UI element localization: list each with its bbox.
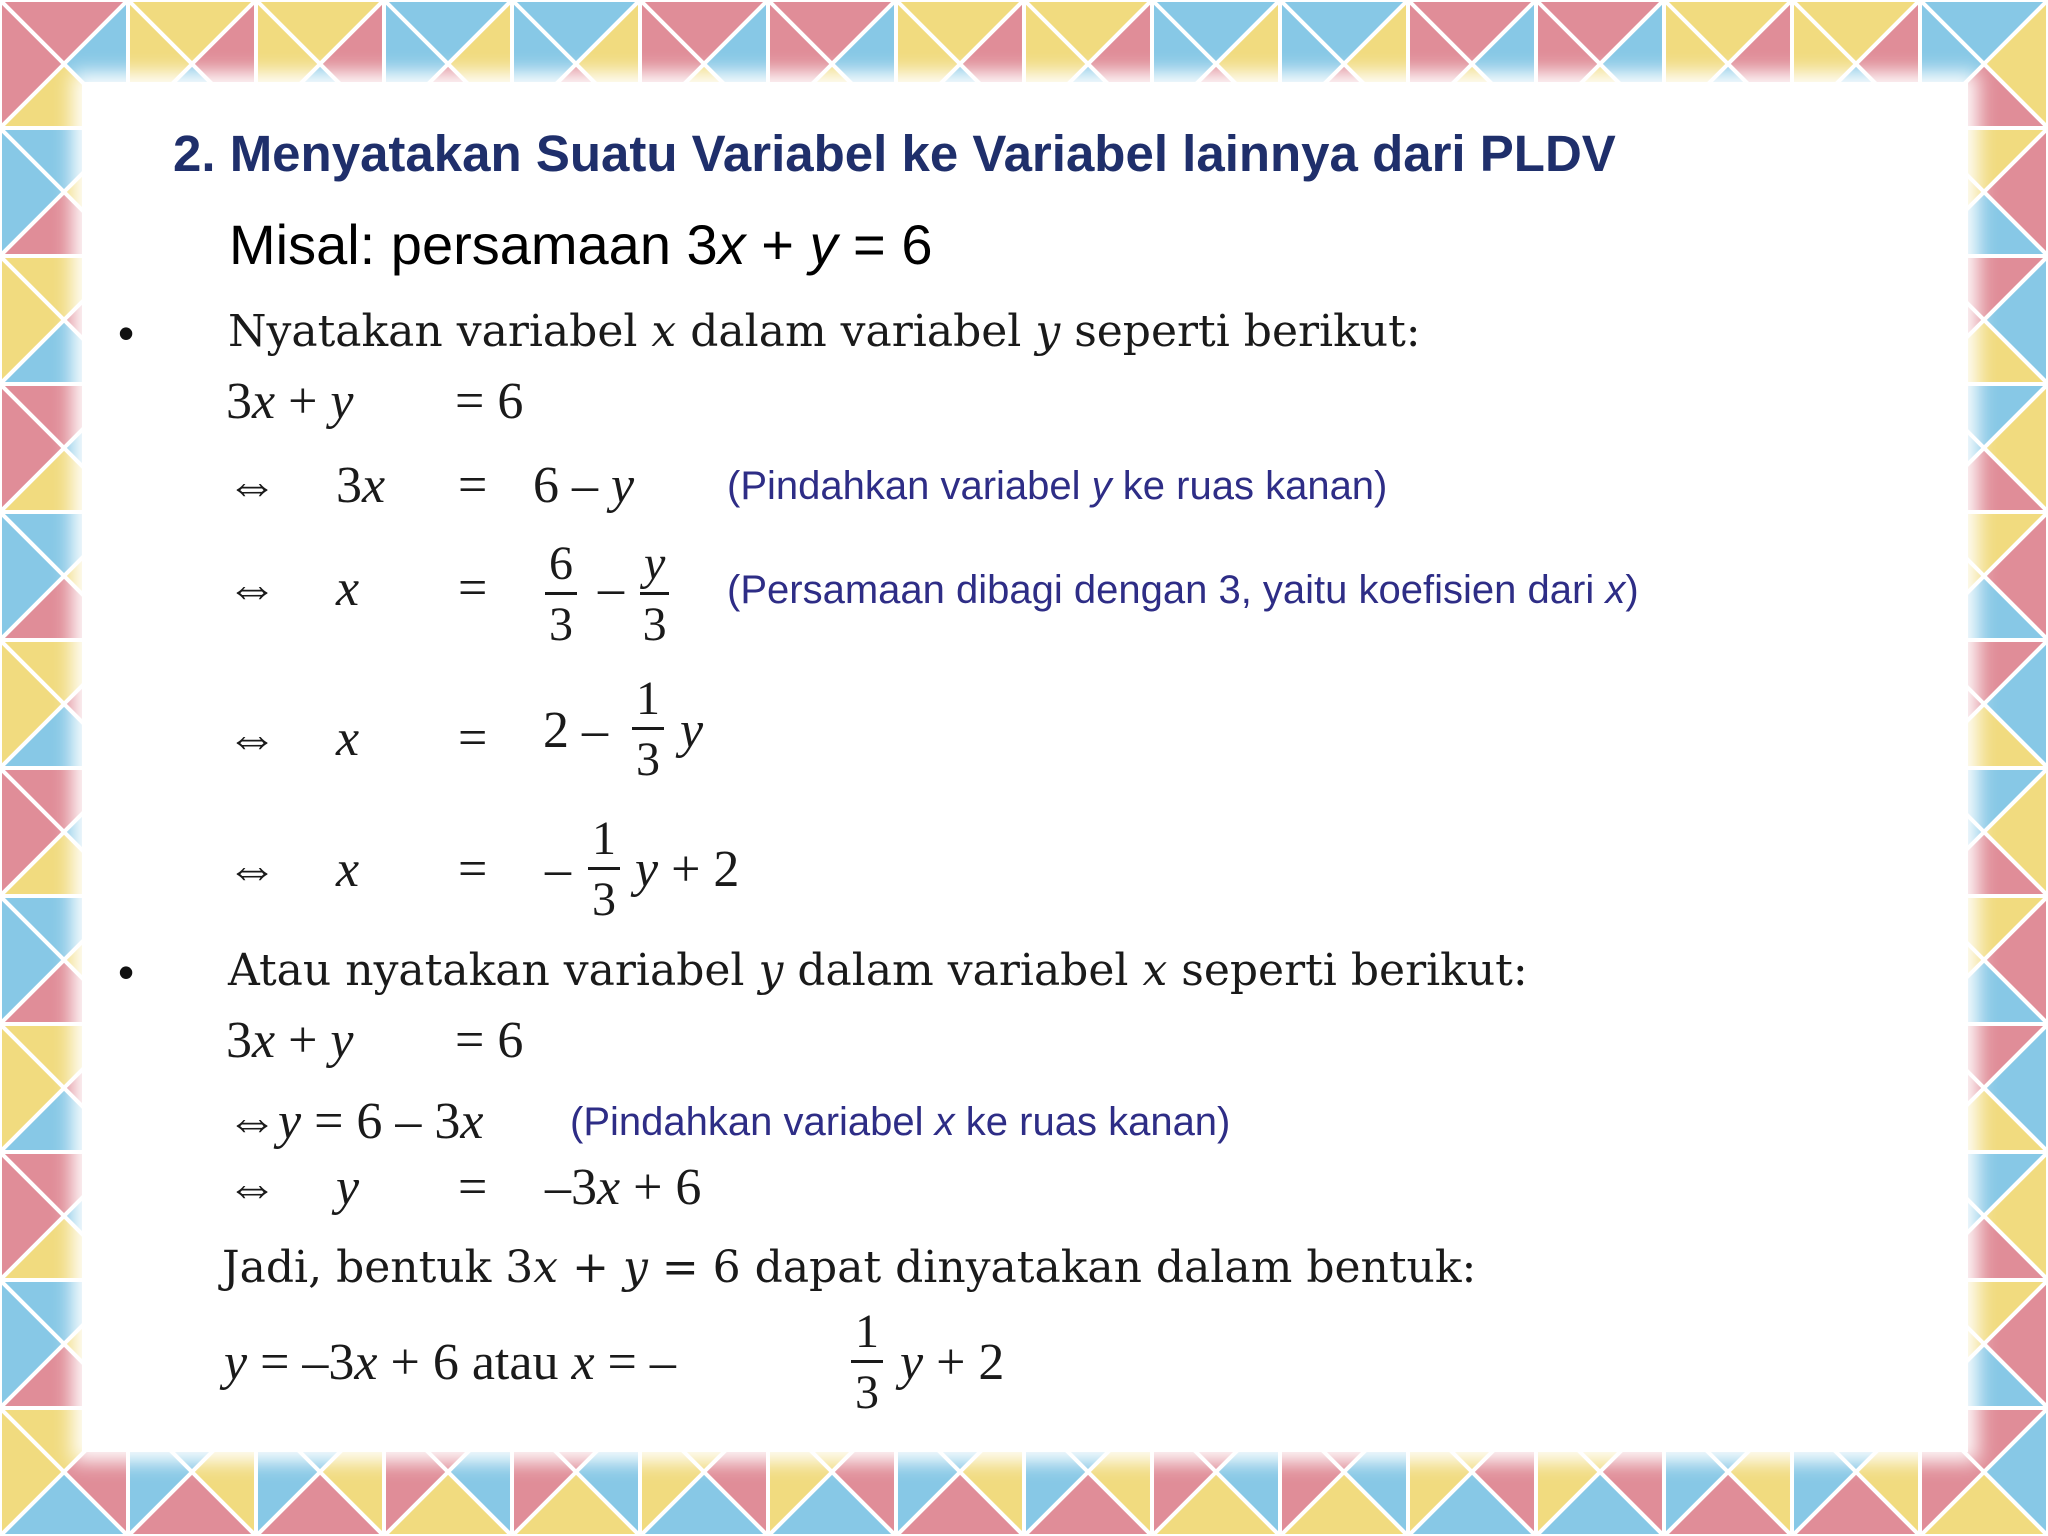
minus-sign: – xyxy=(598,560,624,617)
bullet1-intro: Nyatakan variabel x dalam variabel y seperti berikut: xyxy=(228,306,1421,357)
bullet2-step0-rhs: = 6 xyxy=(455,1012,524,1069)
final-result-left: y = –3x + 6 atau x = – xyxy=(224,1334,676,1391)
bullet1-step4-lhs: x xyxy=(336,841,360,898)
bullet1-step2-note: (Persamaan dibagi dengan 3, yaitu koefisien dari x) xyxy=(727,568,1639,612)
bullet1-step0-rhs: = 6 xyxy=(455,373,524,430)
final-result-right: y + 2 xyxy=(900,1334,1005,1391)
fraction-one-third: $\frac{1}{3}$ xyxy=(588,815,620,924)
bullet-dot: • xyxy=(118,946,135,998)
fraction-y-thirds: $\frac{y}{3}$ xyxy=(640,540,669,649)
equals-sign: = xyxy=(458,710,488,767)
equivalence-arrow: ⇔ xyxy=(226,560,278,617)
equivalence-arrow: ⇔ xyxy=(226,841,278,898)
bullet1-step4-pre: – xyxy=(545,841,571,898)
bullet1-step3-lhs: x xyxy=(336,710,360,767)
bullet1-step1-lhs: 3x xyxy=(336,457,386,514)
conclusion-text: Jadi, bentuk 3x + y = 6 dapat dinyatakan dalam bentuk: xyxy=(222,1242,1477,1293)
bullet1-step3-post: y xyxy=(680,702,704,759)
bullet1-step1-rhs: 6 – y xyxy=(533,457,635,514)
bullet2-step2-lhs: y xyxy=(336,1159,360,1216)
bullet2-step1-note: (Pindahkan variabel x ke ruas kanan) xyxy=(570,1100,1231,1144)
equivalence-arrow: ⇔ xyxy=(226,710,278,767)
bullet2-step0-lhs: 3x + y xyxy=(226,1012,354,1069)
equivalence-arrow: ⇔ xyxy=(226,1159,278,1216)
equals-sign: = xyxy=(458,457,488,514)
fraction-six-thirds: $\frac{6}{3}$ xyxy=(545,540,577,649)
bullet1-step4-post: y + 2 xyxy=(635,841,740,898)
bullet2-intro: Atau nyatakan variabel y dalam variabel x seperti berikut: xyxy=(228,945,1528,996)
bullet2-step2-rhs: –3x + 6 xyxy=(545,1159,702,1216)
bullet1-step3-pre: 2 – xyxy=(543,702,608,759)
example-equation: Misal: persamaan 3x + y = 6 xyxy=(229,213,933,276)
bullet2-step1: ⇔y = 6 – 3x xyxy=(226,1093,484,1150)
bullet1-step2-lhs: x xyxy=(336,560,360,617)
bullet1-step1-note: (Pindahkan variabel y ke ruas kanan) xyxy=(727,464,1388,508)
equals-sign: = xyxy=(458,841,488,898)
bullet-dot: • xyxy=(118,307,135,359)
equals-sign: = xyxy=(458,560,488,617)
bullet1-step0-lhs: 3x + y xyxy=(226,373,354,430)
equivalence-arrow: ⇔ xyxy=(226,457,278,514)
fraction-one-third: $\frac{1}{3}$ xyxy=(632,675,664,784)
slide-title: 2. Menyatakan Suatu Variabel ke Variabel lainnya dari PLDV xyxy=(173,125,1616,182)
equals-sign: = xyxy=(458,1159,488,1216)
fraction-one-third: $\frac{1}{3}$ xyxy=(851,1308,883,1417)
